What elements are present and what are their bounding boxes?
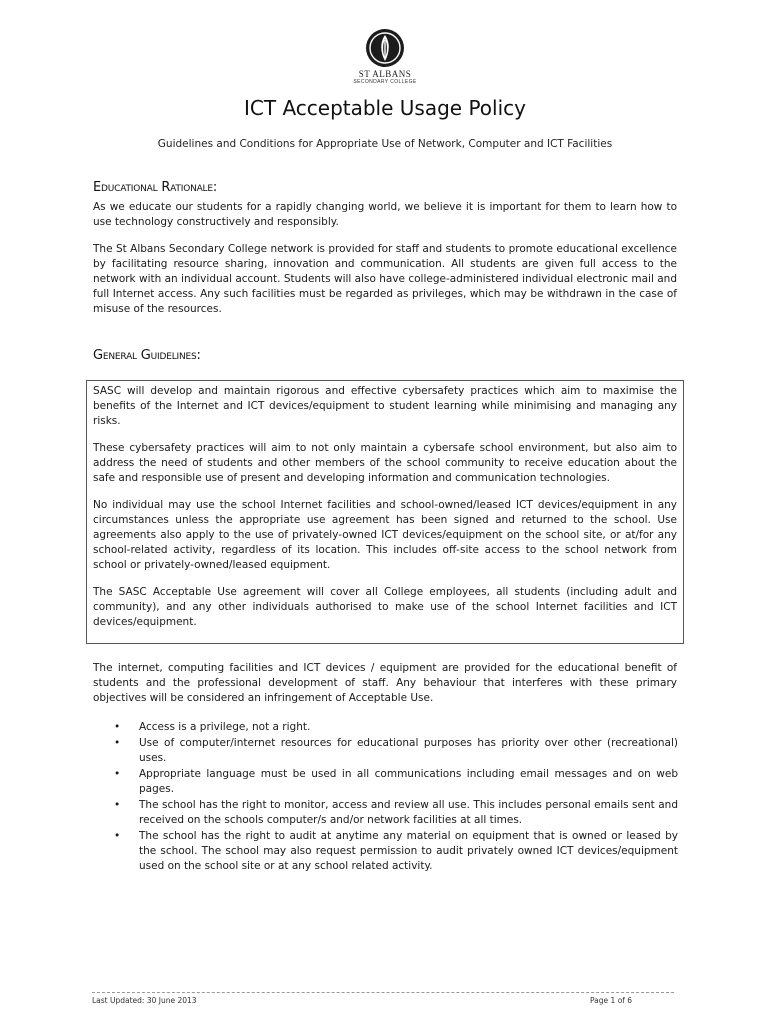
guidelines-after-section	[93, 661, 677, 718]
list-item	[112, 798, 678, 828]
bullet-icon: •	[114, 737, 121, 749]
bullet-list	[112, 720, 678, 875]
rationale-section	[93, 200, 677, 329]
footer-last-updated: Last Updated: 30 June 2013	[92, 996, 197, 1005]
footer-divider	[92, 992, 674, 993]
bullet-icon: •	[114, 799, 121, 811]
rationale-paragraph-1: As we educate our students for a rapidly changing world, we believe it is important for them to learn how to use technology constructively and responsibly.	[93, 201, 677, 228]
footer-page-number: Page 1 of 6	[590, 996, 633, 1005]
heading-educational-rationale: Educational Rationale:	[93, 180, 218, 195]
list-item	[112, 736, 678, 766]
heading-general-guidelines: General Guidelines:	[93, 348, 201, 363]
logo-name: ST ALBANS	[358, 69, 412, 79]
list-item-text: Use of computer/internet resources for educational purposes has priority over other (recreational) uses.	[139, 737, 678, 764]
logo-subtitle: SECONDARY COLLEGE	[353, 79, 417, 85]
bullet-icon: •	[114, 768, 121, 780]
list-item-text: The school has the right to audit at anytime any material on equipment that is owned or leased by the school. The school may also request permission to audit privately owned ICT devices/equipment used on the school site or at any school related activity.	[139, 830, 678, 872]
list-item	[112, 767, 678, 797]
guidelines-box-paragraph-3: No individual may use the school Internet facilities and school-owned/leased ICT devices/equipment in any circumstances unless the appropriate use agreement has been signed and returned to the school. Use agreements also apply to the use of privately-owned ICT devices/equipment on the school site, or at/for any school-related activity, regardless of its location. This includes off-site access to the school network from school or privately-owned/leased equipment.	[93, 499, 677, 571]
list-item	[112, 829, 678, 874]
page-title: ICT Acceptable Usage Policy	[244, 96, 526, 120]
rationale-paragraph-2: The St Albans Secondary College network is provided for staff and students to promote educational excellence by facilitating resource sharing, innovation and communication. All students are given full access to the network with an individual account. Students will also have college-administered individual electronic mail and full Internet access. Any such facilities must be regarded as privileges, which may be withdrawn in the case of misuse of the resources.	[93, 243, 677, 315]
college-crest-icon	[365, 28, 405, 68]
guidelines-box	[86, 380, 684, 644]
bullet-icon: •	[114, 721, 121, 733]
list-item	[112, 720, 678, 735]
guidelines-box-paragraph-4: The SASC Acceptable Use agreement will cover all College employees, all students (including adult and community), and any other individuals authorised to make use of the school Internet facilities and ICT devices/equipment.	[93, 586, 677, 628]
list-item-text: The school has the right to monitor, access and review all use. This includes personal emails sent and received on the schools computer/s and/or network facilities at all times.	[139, 799, 678, 826]
college-logo	[347, 28, 423, 85]
page-subtitle: Guidelines and Conditions for Appropriate Use of Network, Computer and ICT Facilities	[157, 138, 613, 150]
list-item-text: Access is a privilege, not a right.	[139, 721, 311, 733]
guidelines-box-paragraph-1: SASC will develop and maintain rigorous and effective cybersafety practices which aim to maximise the benefits of the Internet and ICT devices/equipment to student learning while minimising and managing any risks.	[93, 385, 677, 427]
guidelines-box-paragraph-2: These cybersafety practices will aim to not only maintain a cybersafe school environment, but also aim to address the need of students and other members of the school community to receive education about the safe and responsible use of present and developing information and communication technologies.	[93, 442, 677, 484]
bullet-icon: •	[114, 830, 121, 842]
guidelines-after-paragraph: The internet, computing facilities and ICT devices / equipment are provided for the educational benefit of students and the professional development of staff. Any behaviour that interferes with these primary objectives will be considered an infringement of Acceptable Use.	[93, 662, 677, 704]
list-item-text: Appropriate language must be used in all communications including email messages and on web pages.	[139, 768, 678, 795]
